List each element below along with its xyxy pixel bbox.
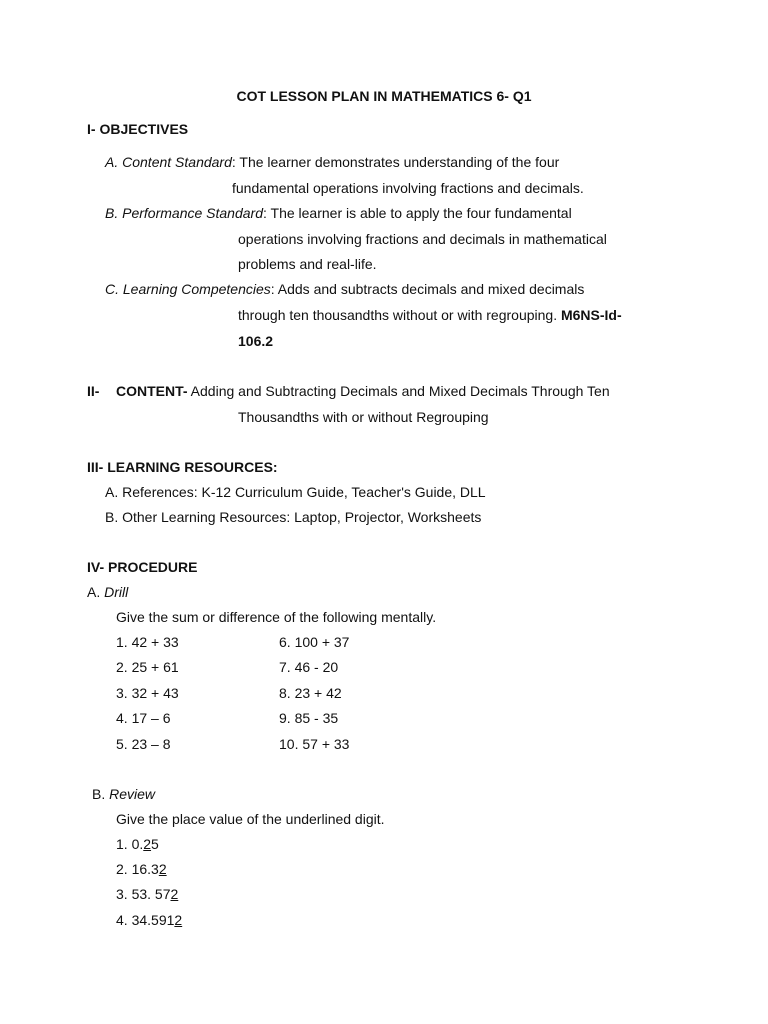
review-item-prefix: 4. 34.591 bbox=[116, 912, 175, 928]
review-label: B. bbox=[92, 786, 110, 802]
content-text: Adding and Subtracting Decimals and Mixed Decimals Through Ten bbox=[187, 383, 610, 399]
drill-item: 5. 23 – 8 bbox=[116, 736, 171, 752]
competency-code-part1: M6NS-Id- bbox=[560, 307, 622, 323]
procedure-heading: IV- PROCEDURE bbox=[87, 559, 198, 575]
review-item-prefix: 3. 53. 57 bbox=[116, 886, 171, 902]
drill-term: Drill bbox=[104, 584, 129, 600]
content-standard-line1 bbox=[105, 155, 559, 169]
review-term: Review bbox=[109, 786, 156, 802]
content-standard-text: : The learner demonstrates understanding of the four bbox=[231, 154, 560, 170]
underlined-digit: 2 bbox=[143, 836, 152, 852]
content-heading-number: II- bbox=[87, 383, 100, 399]
performance-standard-line3: problems and real-life. bbox=[238, 256, 377, 272]
drill-instruction: Give the sum or difference of the following mentally. bbox=[116, 609, 437, 625]
drill-item: 1. 42 + 33 bbox=[116, 634, 179, 650]
learning-competencies-term: Learning Competencies bbox=[122, 281, 271, 297]
underlined-digit: 2 bbox=[170, 886, 179, 902]
content-heading: CONTENT- bbox=[116, 383, 188, 399]
review-instruction: Give the place value of the underlined digit. bbox=[116, 811, 385, 827]
learning-competencies-text2: through ten thousandths without or with regrouping. bbox=[238, 307, 561, 323]
learning-resources-heading: III- LEARNING RESOURCES: bbox=[87, 459, 278, 475]
content-standard-label: A. bbox=[105, 154, 123, 170]
drill-heading bbox=[87, 585, 128, 599]
drill-item: 3. 32 + 43 bbox=[116, 685, 179, 701]
review-item bbox=[116, 887, 178, 901]
review-item bbox=[116, 913, 182, 927]
performance-standard-text: : The learner is able to apply the four fundamental bbox=[262, 205, 572, 221]
learning-competencies-line1 bbox=[105, 282, 584, 296]
content-standard-term: Content Standard bbox=[122, 154, 232, 170]
drill-item: 6. 100 + 37 bbox=[279, 634, 350, 650]
competency-code-part2: 106.2 bbox=[238, 333, 274, 349]
underlined-digit: 2 bbox=[158, 861, 167, 877]
drill-item: 10. 57 + 33 bbox=[279, 736, 350, 752]
learning-competencies-text: : Adds and subtracts decimals and mixed decimals bbox=[270, 281, 585, 297]
drill-item: 7. 46 - 20 bbox=[279, 659, 339, 675]
content-line2: Thousandths with or without Regrouping bbox=[238, 409, 489, 425]
content-line1 bbox=[116, 384, 610, 398]
performance-standard-line2: operations involving fractions and decimals in mathematical bbox=[238, 231, 607, 247]
learning-competencies-line2 bbox=[238, 308, 622, 322]
performance-standard-line1 bbox=[105, 206, 572, 220]
content-standard-line2: fundamental operations involving fractions and decimals. bbox=[232, 180, 584, 196]
drill-label: A. bbox=[87, 584, 105, 600]
drill-item: 4. 17 – 6 bbox=[116, 710, 171, 726]
objectives-heading: I- OBJECTIVES bbox=[87, 121, 189, 137]
drill-item: 2. 25 + 61 bbox=[116, 659, 179, 675]
underlined-digit: 2 bbox=[174, 912, 183, 928]
document-title: COT LESSON PLAN IN MATHEMATICS 6- Q1 bbox=[236, 88, 532, 104]
other-resources-line: B. Other Learning Resources: Laptop, Projector, Worksheets bbox=[105, 509, 482, 525]
performance-standard-label: B. bbox=[105, 205, 123, 221]
review-item-prefix: 2. 16.3 bbox=[116, 861, 159, 877]
review-item bbox=[116, 837, 159, 851]
performance-standard-term: Performance Standard bbox=[122, 205, 263, 221]
drill-item: 8. 23 + 42 bbox=[279, 685, 342, 701]
review-heading bbox=[92, 787, 155, 801]
review-item-suffix: 5 bbox=[151, 836, 159, 852]
learning-competencies-label: C. bbox=[105, 281, 123, 297]
drill-item: 9. 85 - 35 bbox=[279, 710, 339, 726]
review-item bbox=[116, 862, 167, 876]
review-item-prefix: 1. 0. bbox=[116, 836, 144, 852]
references-line: A. References: K-12 Curriculum Guide, Teacher's Guide, DLL bbox=[105, 484, 486, 500]
